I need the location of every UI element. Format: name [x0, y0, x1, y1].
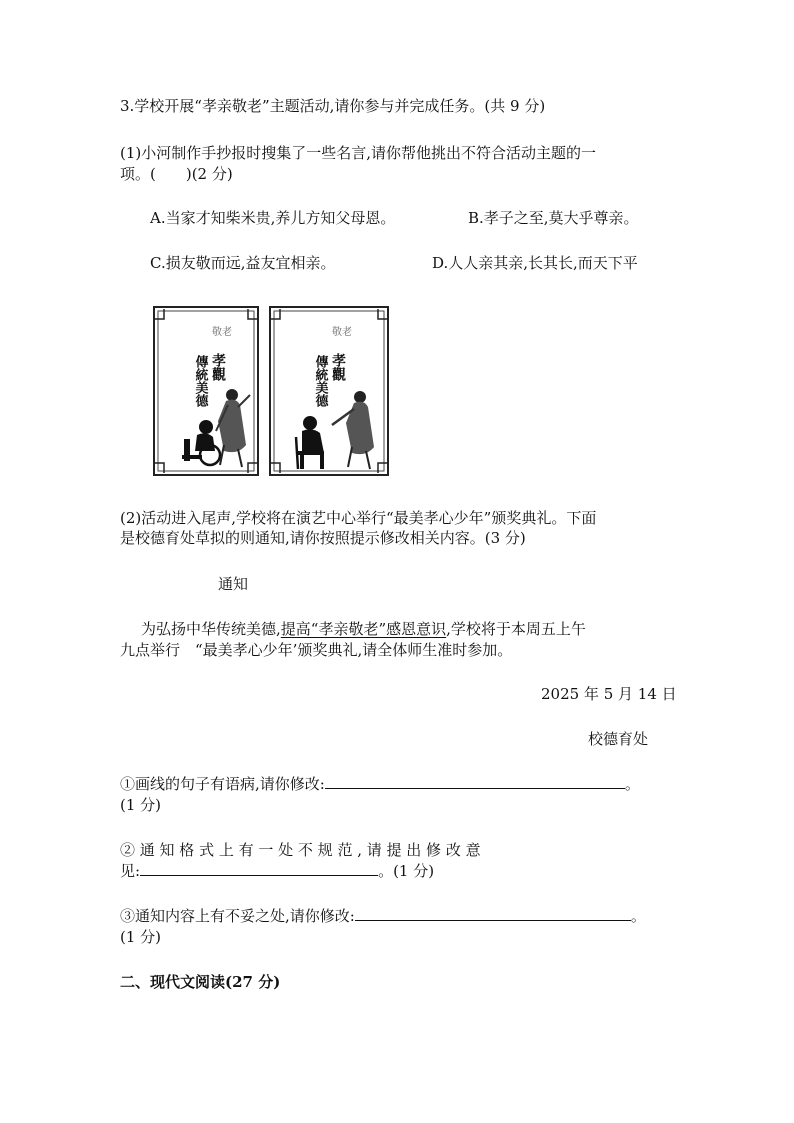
option-a: A.当家才知柴米贵,养儿方知父母恩。 [150, 209, 396, 227]
poster-heading-left: 傳統美德 [312, 355, 328, 407]
notice-body-underlined: 提高“孝亲敬老”感恩意识 [280, 620, 447, 638]
answer-blank-1[interactable] [325, 774, 625, 789]
subquestion-2-line2: 见: 。(1 分) [120, 862, 435, 880]
option-c: C.损友敬而远,益友宜相亲。 [150, 254, 336, 272]
part2-prompt-line1: (2)活动进入尾声,学校将在演艺中心举行“最美孝心少年”颁奖典礼。下面 [120, 509, 597, 527]
part1-prompt-line1: (1)小河制作手抄报时搜集了一些名言,请你帮他挑出不符合活动主题的一 [120, 144, 597, 162]
notice-body-pre: 为弘扬中华传统美德, [141, 620, 281, 638]
option-b: B.孝子之至,莫大乎尊亲。 [468, 209, 639, 227]
notice-title: 通知 [218, 575, 249, 593]
poster-small-title: 敬老 [332, 327, 352, 338]
poster-small-title: 敬老 [212, 327, 232, 338]
answer-blank-2[interactable] [140, 861, 378, 876]
part2-prompt-line2: 是校德育处草拟的则通知,请你按照提示修改相关内容。(3 分) [120, 529, 526, 547]
poster-elder [268, 305, 390, 477]
poster-heading-right: 孝觀 [210, 353, 226, 381]
notice-issuer: 校德育处 [588, 730, 649, 748]
subquestion-1-line1: ①画线的句子有语病,请你修改: 。 [120, 775, 640, 793]
subquestion-1-line2: (1 分) [120, 796, 162, 814]
subquestion-3-line1: ③通知内容上有不妥之处,请你修改: 。 [120, 907, 646, 925]
poster-heading-left: 傳統美德 [192, 355, 208, 407]
poster-wheelchair [152, 305, 260, 477]
notice-date: 2025 年 5 月 14 日 [541, 685, 677, 703]
subquestion-3-line2: (1 分) [120, 928, 162, 946]
notice-body-post: ,学校将于本周五上午 [446, 620, 586, 638]
poster-heading-right: 孝觀 [330, 353, 346, 381]
answer-blank-3[interactable] [355, 906, 631, 921]
notice-body-line2: 九点举行 “最美孝心少年’颁奖典礼,请全体师生准时参加。 [120, 641, 513, 659]
question3-title: 3.学校开展“孝亲敬老”主题活动,请你参与并完成任务。(共 9 分) [120, 97, 546, 115]
part1-prompt-line2: 项。( )(2 分) [120, 165, 233, 183]
subquestion-2-line1: ② 通 知 格 式 上 有 一 处 不 规 范 , 请 提 出 修 改 意 [120, 841, 481, 859]
option-d: D.人人亲其亲,长其长,而天下平 [432, 254, 638, 272]
section2-heading: 二、现代文阅读(27 分) [120, 973, 281, 991]
notice-body-line1 [141, 619, 586, 639]
